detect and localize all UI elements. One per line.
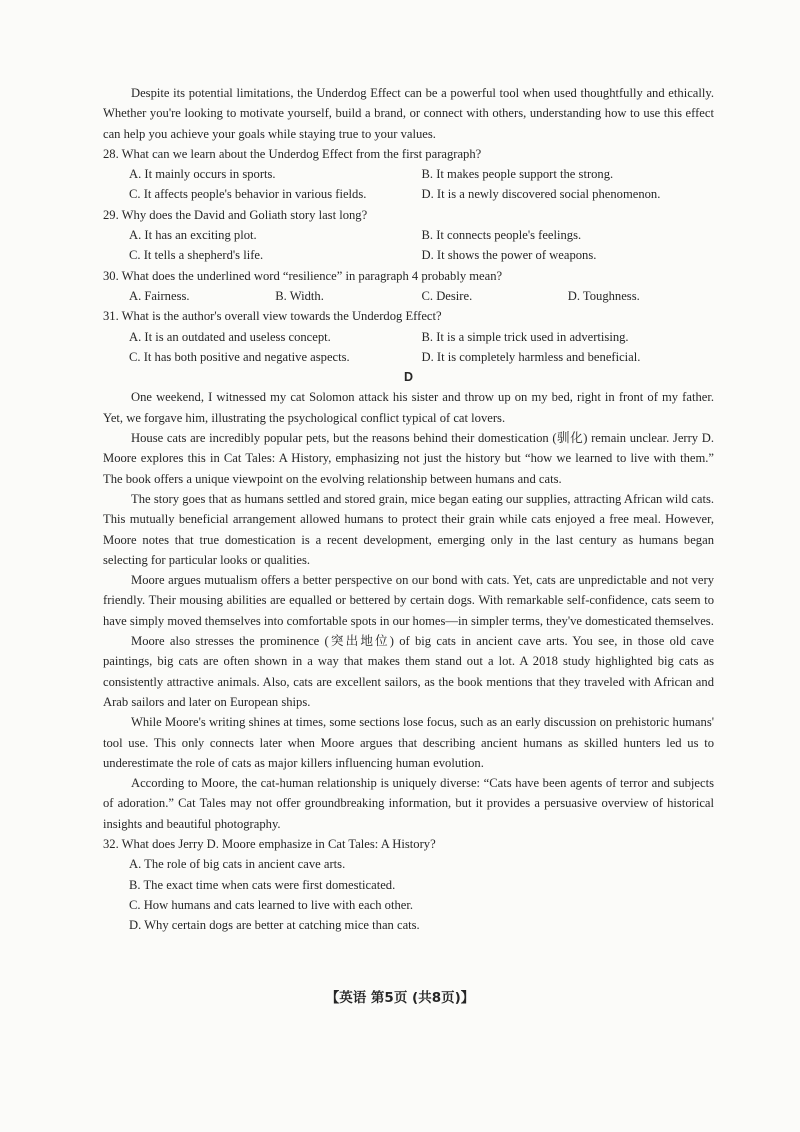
option-a: A. It has an exciting plot. [129, 228, 257, 243]
passage-paragraph-1: One weekend, I witnessed my cat Solomon attack his sister and throw up on my bed, right in front of my father. Yet, we forgave him, illustrating the psychological conflict typical of cat lovers. [103, 390, 714, 425]
question-28 [103, 144, 714, 205]
question-stem: 28. What can we learn about the Underdog Effect from the first paragraph? [103, 146, 482, 161]
option-c: C. It tells a shepherd's life. [129, 248, 264, 263]
option-a: A. It mainly occurs in sports. [129, 167, 276, 182]
passage-paragraph-5: Moore also stresses the prominence (突出地位) of big cats in ancient cave arts. You see, in those old cave paintings, big cats are often shown in a way that makes them stand out a lot. A 2018 study highlighted big cats as consistently attractive animals. Also, cats are excellent sailors, as the book mentions that they traveled with African and Arab sailors and later on European ships. [103, 634, 714, 709]
option-c: C. It affects people's behavior in various fields. [129, 187, 367, 202]
option-grid [103, 164, 714, 205]
question-stem: 30. What does the underlined word “resilience” in paragraph 4 probably mean? [103, 268, 503, 283]
option-a: A. The role of big cats in ancient cave arts. [129, 857, 346, 872]
passage-paragraph-7: According to Moore, the cat-human relationship is uniquely diverse: “Cats have been agents of terror and subjects of adoration.” Cat Tales may not offer groundbreaking information, but it provides a persuasive overview of historical insights and beautiful photography. [103, 776, 714, 831]
passage-paragraph-2: House cats are incredibly popular pets, but the reasons behind their domestication (驯化) remain unclear. Jerry D. Moore explores this in Cat Tales: A History, emphasizing not just the history but “how we learned to live with them.” The book offers a unique viewpoint on the evolving relationship between humans and cats. [103, 431, 714, 486]
option-d: D. It shows the power of weapons. [421, 248, 597, 263]
question-stem: 31. What is the author's overall view towards the Underdog Effect? [103, 309, 442, 324]
option-row [103, 286, 714, 306]
section-heading: D [403, 370, 414, 385]
passage-paragraph-3: The story goes that as humans settled and stored grain, mice began eating our supplies, attracting African wild cats. This mutually beneficial arrangement allowed humans to protect their grain while cats enjoyed a free meal. However, Moore notes that true domestication is a recent development, emerging only in the last century as humans began selecting for particular looks or qualities. [103, 491, 714, 567]
option-d: D. Toughness. [567, 288, 640, 303]
option-b: B. Width. [275, 288, 324, 303]
passage-paragraph-4: Moore argues mutualism offers a better perspective on our bond with cats. Yet, cats are unpredictable and not very friendly. Their mousing abilities are equalled or bettered by certain dogs. With remarkable self-confidence, cats seem to have simply moved themselves into comfortable spots in our homes—in simpler terms, they've domesticated themselves. [103, 573, 714, 628]
question-stem: 29. Why does the David and Goliath story last long? [103, 207, 368, 222]
question-30 [103, 266, 714, 307]
option-b: B. It makes people support the strong. [421, 167, 614, 182]
option-a: A. It is an outdated and useless concept. [129, 329, 331, 344]
option-b: B. The exact time when cats were first domesticated. [129, 877, 396, 892]
question-32 [103, 834, 714, 935]
page-content [103, 83, 714, 935]
option-a: A. Fairness. [129, 288, 190, 303]
option-grid [103, 327, 714, 368]
option-grid [103, 225, 714, 266]
option-d: D. It is completely harmless and beneficial. [421, 349, 641, 364]
passage-paragraph-6: While Moore's writing shines at times, some sections lose focus, such as an early discussion on prehistoric humans' tool use. This only connects later when Moore argues that describing ancient humans as skilled hunters led us to underestimate the role of cats as major killers influencing human evolution. [103, 715, 714, 770]
option-b: B. It is a simple trick used in advertising. [421, 329, 629, 344]
option-d: D. Why certain dogs are better at catching mice than cats. [129, 918, 420, 933]
option-list [103, 854, 714, 935]
question-31 [103, 306, 714, 367]
option-c: C. How humans and cats learned to live with each other. [129, 897, 413, 912]
question-stem: 32. What does Jerry D. Moore emphasize in Cat Tales: A History? [103, 836, 436, 851]
intro-paragraph: Despite its potential limitations, the Underdog Effect can be a powerful tool when used thoughtfully and ethically. Whether you're looking to motivate yourself, build a brand, or connect with others, understanding how to use this effect can help you achieve your goals while staying true to your values. [103, 86, 714, 141]
option-b: B. It connects people's feelings. [421, 228, 582, 243]
option-d: D. It is a newly discovered social phenomenon. [421, 187, 661, 202]
option-c: C. Desire. [421, 288, 473, 303]
page-footer: 【英语 第5页 (共8页)】 [325, 990, 475, 1006]
option-c: C. It has both positive and negative aspects. [129, 349, 350, 364]
question-29 [103, 205, 714, 266]
